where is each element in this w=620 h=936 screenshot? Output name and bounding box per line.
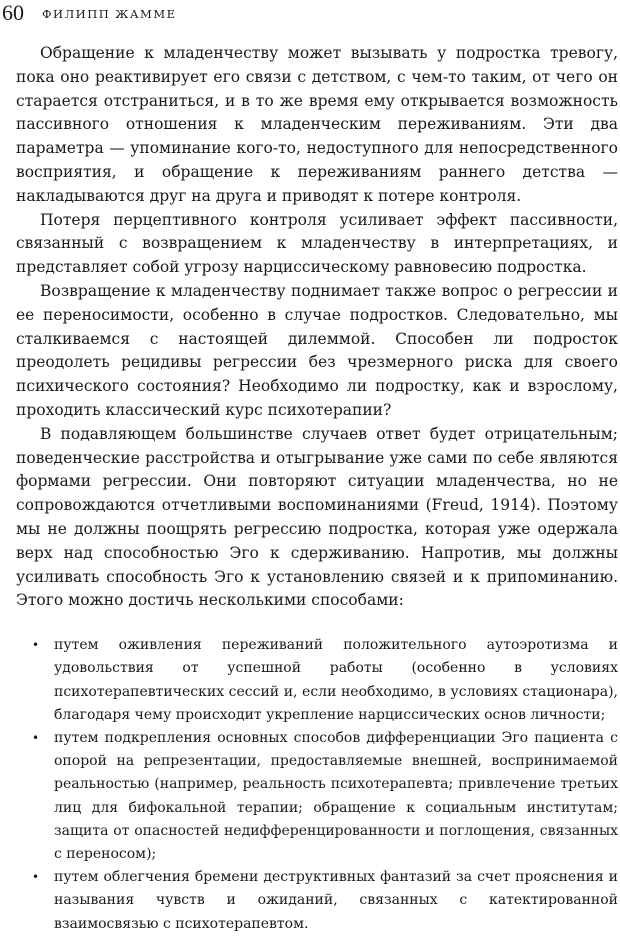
bullet-list	[16, 634, 618, 936]
bullet-icon: •	[32, 870, 40, 885]
list-item-text: путем подкрепления основных способов дифференциации Эго пациента с опорой на репрезентации, предоставляемые внешней, воспринимаемой реальностью (например, реальность психотерапевта; привлечение третьих лиц для бифокальной терапии; обращение к социальным институтам; защита от опасностей недифференцированности и поглощения, связанных с переносом);	[54, 729, 618, 862]
running-title: ФИЛИПП ЖАММЕ	[42, 7, 177, 21]
list-item	[16, 866, 618, 936]
paragraph: Потеря перцептивного контроля усиливает эффект пассивности, связанный с возвращением к младенчеству в интерпретациях, и представляет собой угрозу нарциссическому равновесию подростка.	[16, 210, 618, 277]
body-text	[16, 42, 618, 936]
bullet-icon: •	[32, 730, 40, 745]
bullet-icon: •	[32, 638, 40, 653]
list-item	[16, 727, 618, 866]
list-item-text: путем оживления переживаний положительного аутоэротизма и удовольствия от успешной работы (особенно в условиях психотерапевтических сессий и, если необходимо, в условиях стационара), благодаря чему происходит укрепление нарциссических основ личности;	[54, 637, 618, 723]
list-item	[16, 634, 618, 727]
paragraph: В подавляющем большинстве случаев ответ будет отрицательным; поведенческие расстройства и отыгрывание уже сами по себе являются формами регрессии. Они повторяют ситуации младенчества, но не сопровождаются отчетливыми воспоминаниями (Freud, 1914). Поэтому мы не должны поощрять регрессию подростка, которая уже одержала верх над способностью Эго к сдерживанию. Напротив, мы должны усиливать способность Эго к установлению связей и к припоминанию. Этого можно достичь несколькими способами:	[16, 424, 618, 610]
list-item-text: путем облегчения бремени деструктивных фантазий за счет прояснения и называния чувств и ожиданий, связанных с катектированной взаимосвязью с психотерапевтом.	[54, 869, 618, 932]
running-head	[2, 0, 177, 30]
page-number: 60	[2, 0, 24, 25]
paragraph: Возвращение к младенчеству поднимает также вопрос о регрессии и ее переносимости, особенно в случае подростков. Следовательно, мы сталкиваемся с настоящей дилеммой. Способен ли подросток преодолеть рецидивы регрессии без чрезмерного риска для своего психического состояния? Необходимо ли подростку, как и взрослому, проходить классический курс психотерапии?	[16, 281, 618, 419]
paragraph: Обращение к младенчеству может вызывать у подростка тревогу, пока оно реактивирует его связи с детством, с чем-то таким, от чего он старается отстраниться, и в то же время ему открывается возможность пассивного отношения к младенческим переживаниям. Эти два параметра — упоминание кого-то, недоступного для непосредственного восприятия, и обращение к переживаниям раннего детства — накладываются друг на друга и приводят к потере контроля.	[16, 44, 618, 205]
